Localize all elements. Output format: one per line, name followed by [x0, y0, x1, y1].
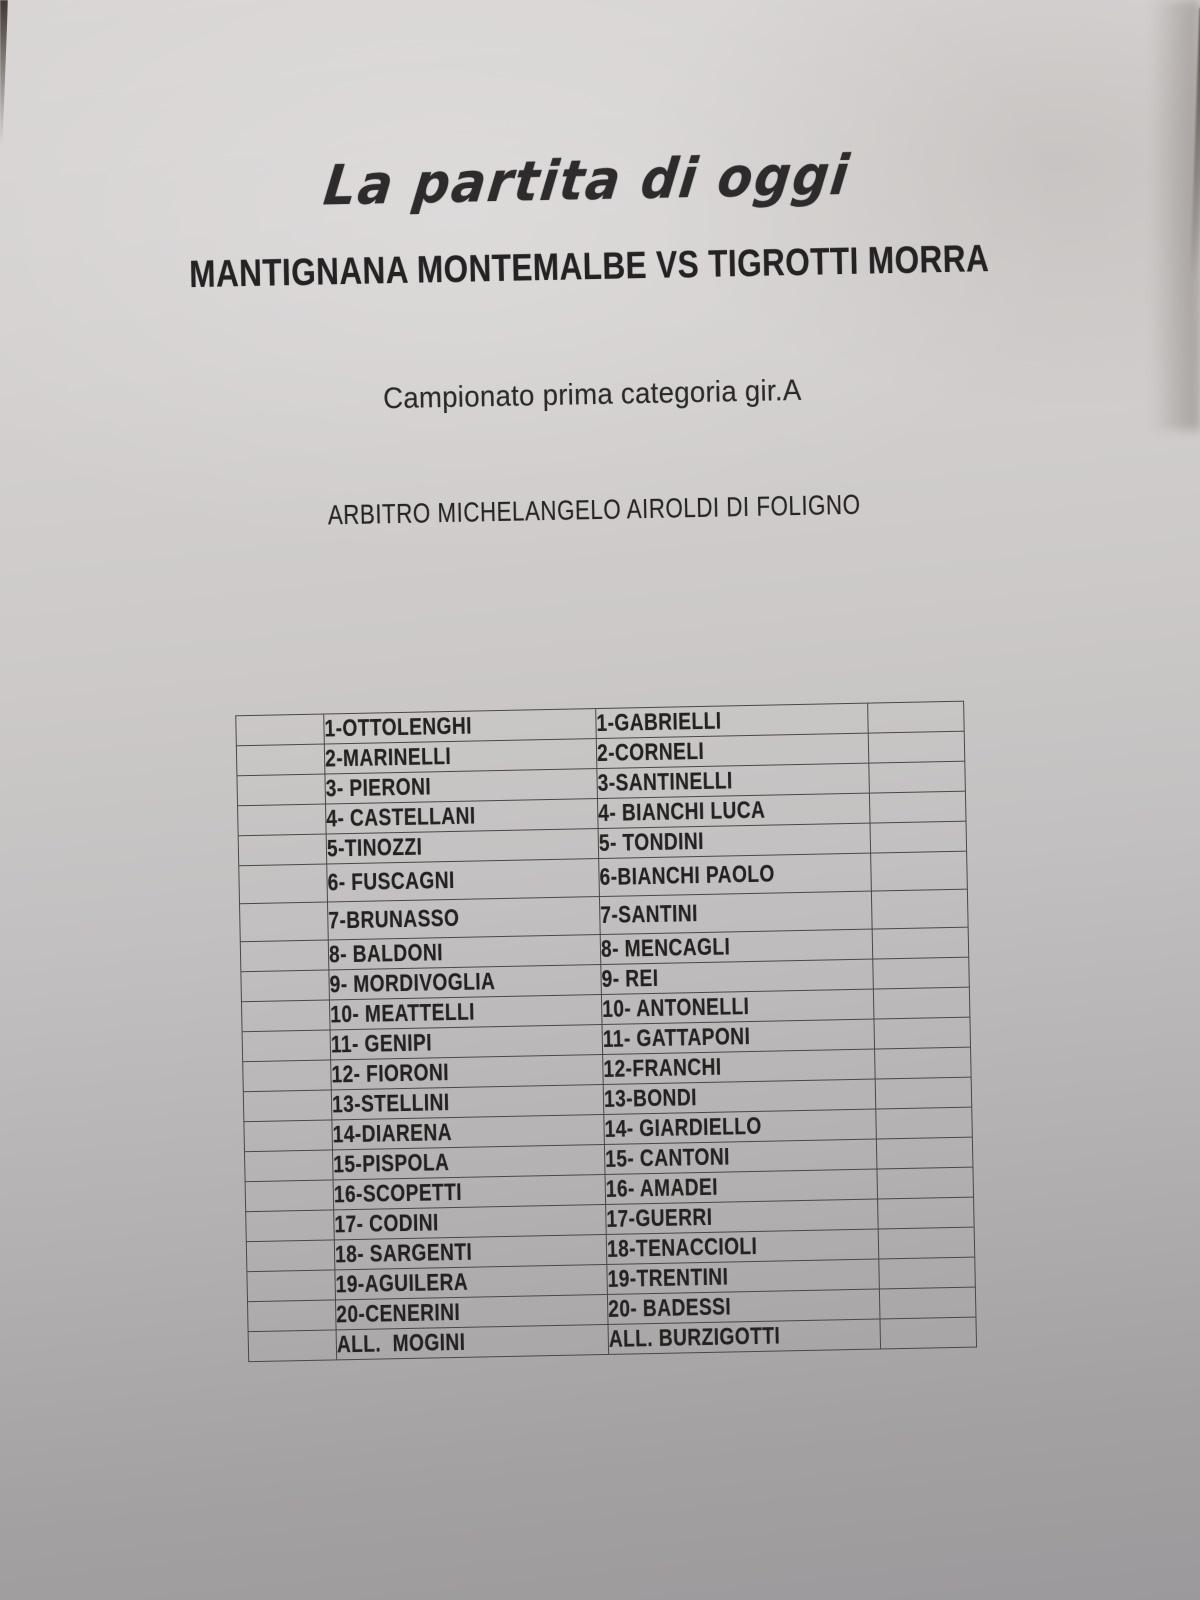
away-player-cell: [599, 853, 872, 896]
match-title-text: MANTIGNANA MONTEMALBE VS TIGROTTI MORRA: [188, 238, 990, 297]
home-player-name: 16-SCOPETTI: [333, 1178, 463, 1208]
home-player-name: 8- BALDONI: [328, 938, 444, 968]
spacer-cell-right: [872, 927, 969, 959]
spacer-cell-right: [871, 851, 968, 891]
away-player-cell: [608, 1319, 881, 1354]
away-player-name: 5- TONDINI: [598, 827, 705, 857]
away-player-name: 20- BADESSI: [607, 1292, 732, 1323]
spacer-cell-right: [878, 1197, 975, 1229]
spacer-cell-left: [247, 1270, 336, 1302]
away-player-cell: [599, 891, 872, 934]
spacer-cell-left: [240, 940, 329, 972]
spacer-cell-right: [870, 821, 967, 853]
home-player-name: 1-OTTOLENGHI: [324, 712, 473, 743]
spacer-cell-right: [876, 1107, 973, 1139]
page-title: [0, 136, 1188, 224]
away-player-name: 3-SANTINELLI: [597, 766, 733, 797]
home-player-cell: [336, 1324, 609, 1359]
away-player-name: 19-TRENTINI: [607, 1263, 729, 1293]
home-player-name: 19-AGUILERA: [335, 1268, 469, 1298]
home-player-name: 15-PISPOLA: [332, 1148, 450, 1178]
spacer-cell-right: [871, 889, 968, 929]
spacer-cell-left: [244, 1150, 333, 1182]
spacer-cell-left: [246, 1240, 335, 1272]
home-player-name: 9- MORDIVOGLIA: [329, 967, 496, 998]
away-player-name: 14- GIARDIELLO: [604, 1112, 762, 1143]
away-player-name: 1-GABRIELLI: [596, 707, 722, 737]
competition-line: [0, 366, 1192, 424]
spacer-cell-right: [879, 1287, 976, 1319]
spacer-cell-right: [876, 1137, 973, 1169]
spacer-cell-left: [240, 902, 329, 942]
home-player-name: 11- GENIPI: [330, 1028, 433, 1058]
home-player-name: 6- FUSCAGNI: [327, 866, 455, 896]
spacer-cell-right: [875, 1077, 972, 1109]
away-player-name: 8- MENCAGLI: [600, 932, 731, 963]
away-player-name: 6-BIANCHI PAOLO: [599, 860, 776, 891]
away-player-name: 17-GUERRI: [606, 1203, 713, 1233]
referee-line: [0, 482, 1194, 538]
spacer-cell-right: [868, 731, 965, 763]
home-player-name: 2-MARINELLI: [324, 742, 452, 773]
lineup-table-body: [236, 701, 977, 1361]
spacer-cell-right: [869, 761, 966, 793]
away-player-name: 18-TENACCIOLI: [606, 1232, 758, 1263]
home-player-name: 17- CODINI: [334, 1208, 440, 1238]
away-player-name: 7-SANTINI: [600, 899, 699, 929]
home-player-name: 5-TINOZZI: [326, 833, 423, 862]
home-player-name: 14-DIARENA: [332, 1118, 453, 1148]
home-player-name: ALL. MOGINI: [336, 1328, 466, 1358]
home-player-name: 12- FIORONI: [331, 1058, 450, 1088]
spacer-cell-right: [879, 1257, 976, 1289]
spacer-cell-left: [243, 1090, 332, 1122]
competition-line-text: Campionato prima categoria gir.A: [382, 373, 802, 416]
spacer-cell-left: [243, 1060, 332, 1092]
away-player-name: 13-BONDI: [603, 1083, 698, 1113]
spacer-cell-right: [875, 1047, 972, 1079]
spacer-cell-right: [878, 1227, 975, 1259]
away-player-name: 2-CORNELI: [596, 737, 705, 767]
away-player-name: 15- CANTONI: [604, 1142, 731, 1173]
spacer-cell-left: [241, 970, 330, 1002]
away-player-name: 9- REI: [601, 964, 659, 993]
spacer-cell-left: [247, 1300, 336, 1332]
spacer-cell-left: [245, 1180, 334, 1212]
spacer-cell-right: [880, 1317, 977, 1349]
spacer-cell-left: [248, 1330, 337, 1362]
home-player-name: 18- SARGENTI: [334, 1238, 473, 1268]
spacer-cell-right: [877, 1167, 974, 1199]
spacer-cell-left: [236, 744, 325, 776]
home-player-name: 20-CENERINI: [335, 1298, 461, 1328]
away-player-name: ALL. BURZIGOTTI: [608, 1321, 781, 1353]
spacer-cell-left: [242, 1030, 331, 1062]
spacer-cell-left: [241, 1000, 330, 1032]
spacer-cell-right: [873, 987, 970, 1019]
home-player-name: 4- CASTELLANI: [326, 802, 476, 832]
spacer-cell-right: [873, 957, 970, 989]
spacer-cell-left: [238, 804, 327, 836]
away-player-name: 11- GATTAPONI: [602, 1022, 751, 1053]
spacer-cell-left: [239, 864, 328, 904]
spacer-cell-right: [874, 1017, 971, 1049]
home-player-cell: [327, 897, 600, 940]
home-player-name: 7-BRUNASSO: [328, 904, 460, 934]
away-player-name: 10- ANTONELLI: [601, 992, 750, 1023]
spacer-cell-left: [238, 834, 327, 866]
match-title: [0, 234, 1190, 301]
lineup-table: [235, 701, 977, 1363]
away-player-name: 16- AMADEI: [605, 1173, 719, 1203]
home-player-name: 10- MEATTELLI: [329, 998, 476, 1028]
spacer-cell-right: [868, 701, 965, 733]
spacer-cell-right: [869, 791, 966, 823]
away-player-name: 12-FRANCHI: [603, 1053, 722, 1083]
home-player-cell: [327, 859, 600, 902]
referee-line-text: ARBITRO MICHELANGELO AIROLDI DI FOLIGNO: [327, 488, 861, 531]
home-player-name: 3- PIERONI: [325, 772, 432, 802]
spacer-cell-left: [246, 1210, 335, 1242]
page-title-text: La partita di oggi: [320, 142, 855, 218]
spacer-cell-left: [244, 1120, 333, 1152]
home-player-name: 13-STELLINI: [331, 1088, 450, 1118]
spacer-cell-left: [236, 714, 325, 746]
spacer-cell-left: [237, 774, 326, 806]
away-player-name: 4- BIANCHI LUCA: [597, 796, 766, 827]
